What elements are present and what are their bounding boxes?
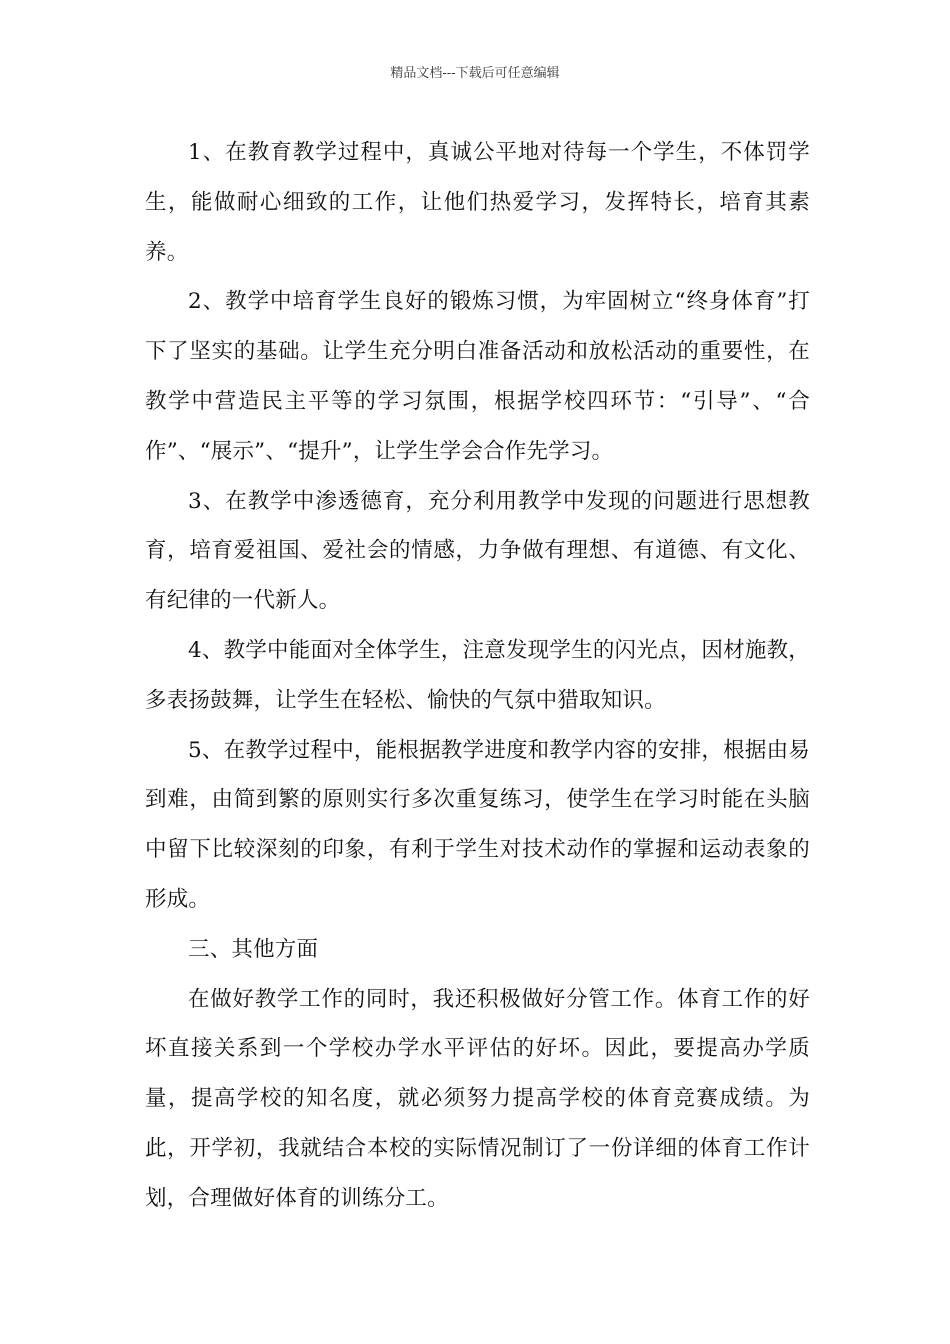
paragraph-item-4: 4、教学中能面对全体学生，注意发现学生的闪光点，因材施教，多表扬鼓舞，让学生在轻松、愉快的气氛中猎取知识。 <box>145 637 810 713</box>
paragraph-item-2: 2、教学中培育学生良好的锻炼习惯，为牢固树立“终身体育”打下了坚实的基础。让学生充分明白准备活动和放松活动的重要性，在教学中营造民主平等的学习氛围，根据学校四环节：“引导”、“合作”、“展示”、“提升”，让学生学会合作先学习。 <box>145 289 810 464</box>
page-header: 精品文档---下载后可任意编辑 <box>390 66 560 81</box>
paragraph-item-3: 3、在教学中渗透德育，充分利用教学中发现的问题进行思想教育，培育爱祖国、爱社会的情感，力争做有理想、有道德、有文化、有纪律的一代新人。 <box>145 488 810 614</box>
paragraph-item-1: 1、在教育教学过程中，真诚公平地对待每一个学生，不体罚学生，能做耐心细致的工作，让他们热爱学习，发挥特长，培育其素养。 <box>145 140 810 265</box>
paragraph-management-work: 在做好教学工作的同时，我还积极做好分管工作。体育工作的好坏直接关系到一个学校办学水平评估的好坏。因此，要提高办学质量，提高学校的知名度，就必须努力提高学校的体育竞赛成绩。为此，开学初，我就结合本校的实际情况制订了一份详细的体育工作计划，合理做好体育的训练分工。 <box>145 986 810 1211</box>
paragraph-item-5: 5、在教学过程中，能根据教学进度和教学内容的安排，根据由易到难，由简到繁的原则实行多次重复练习，使学生在学习时能在头脑中留下比较深刻的印象，有利于学生对技术动作的掌握和运动表象的形成。 <box>145 737 810 912</box>
section-heading-other-aspects: 三、其他方面 <box>188 936 319 962</box>
document-body <box>145 128 810 1224</box>
